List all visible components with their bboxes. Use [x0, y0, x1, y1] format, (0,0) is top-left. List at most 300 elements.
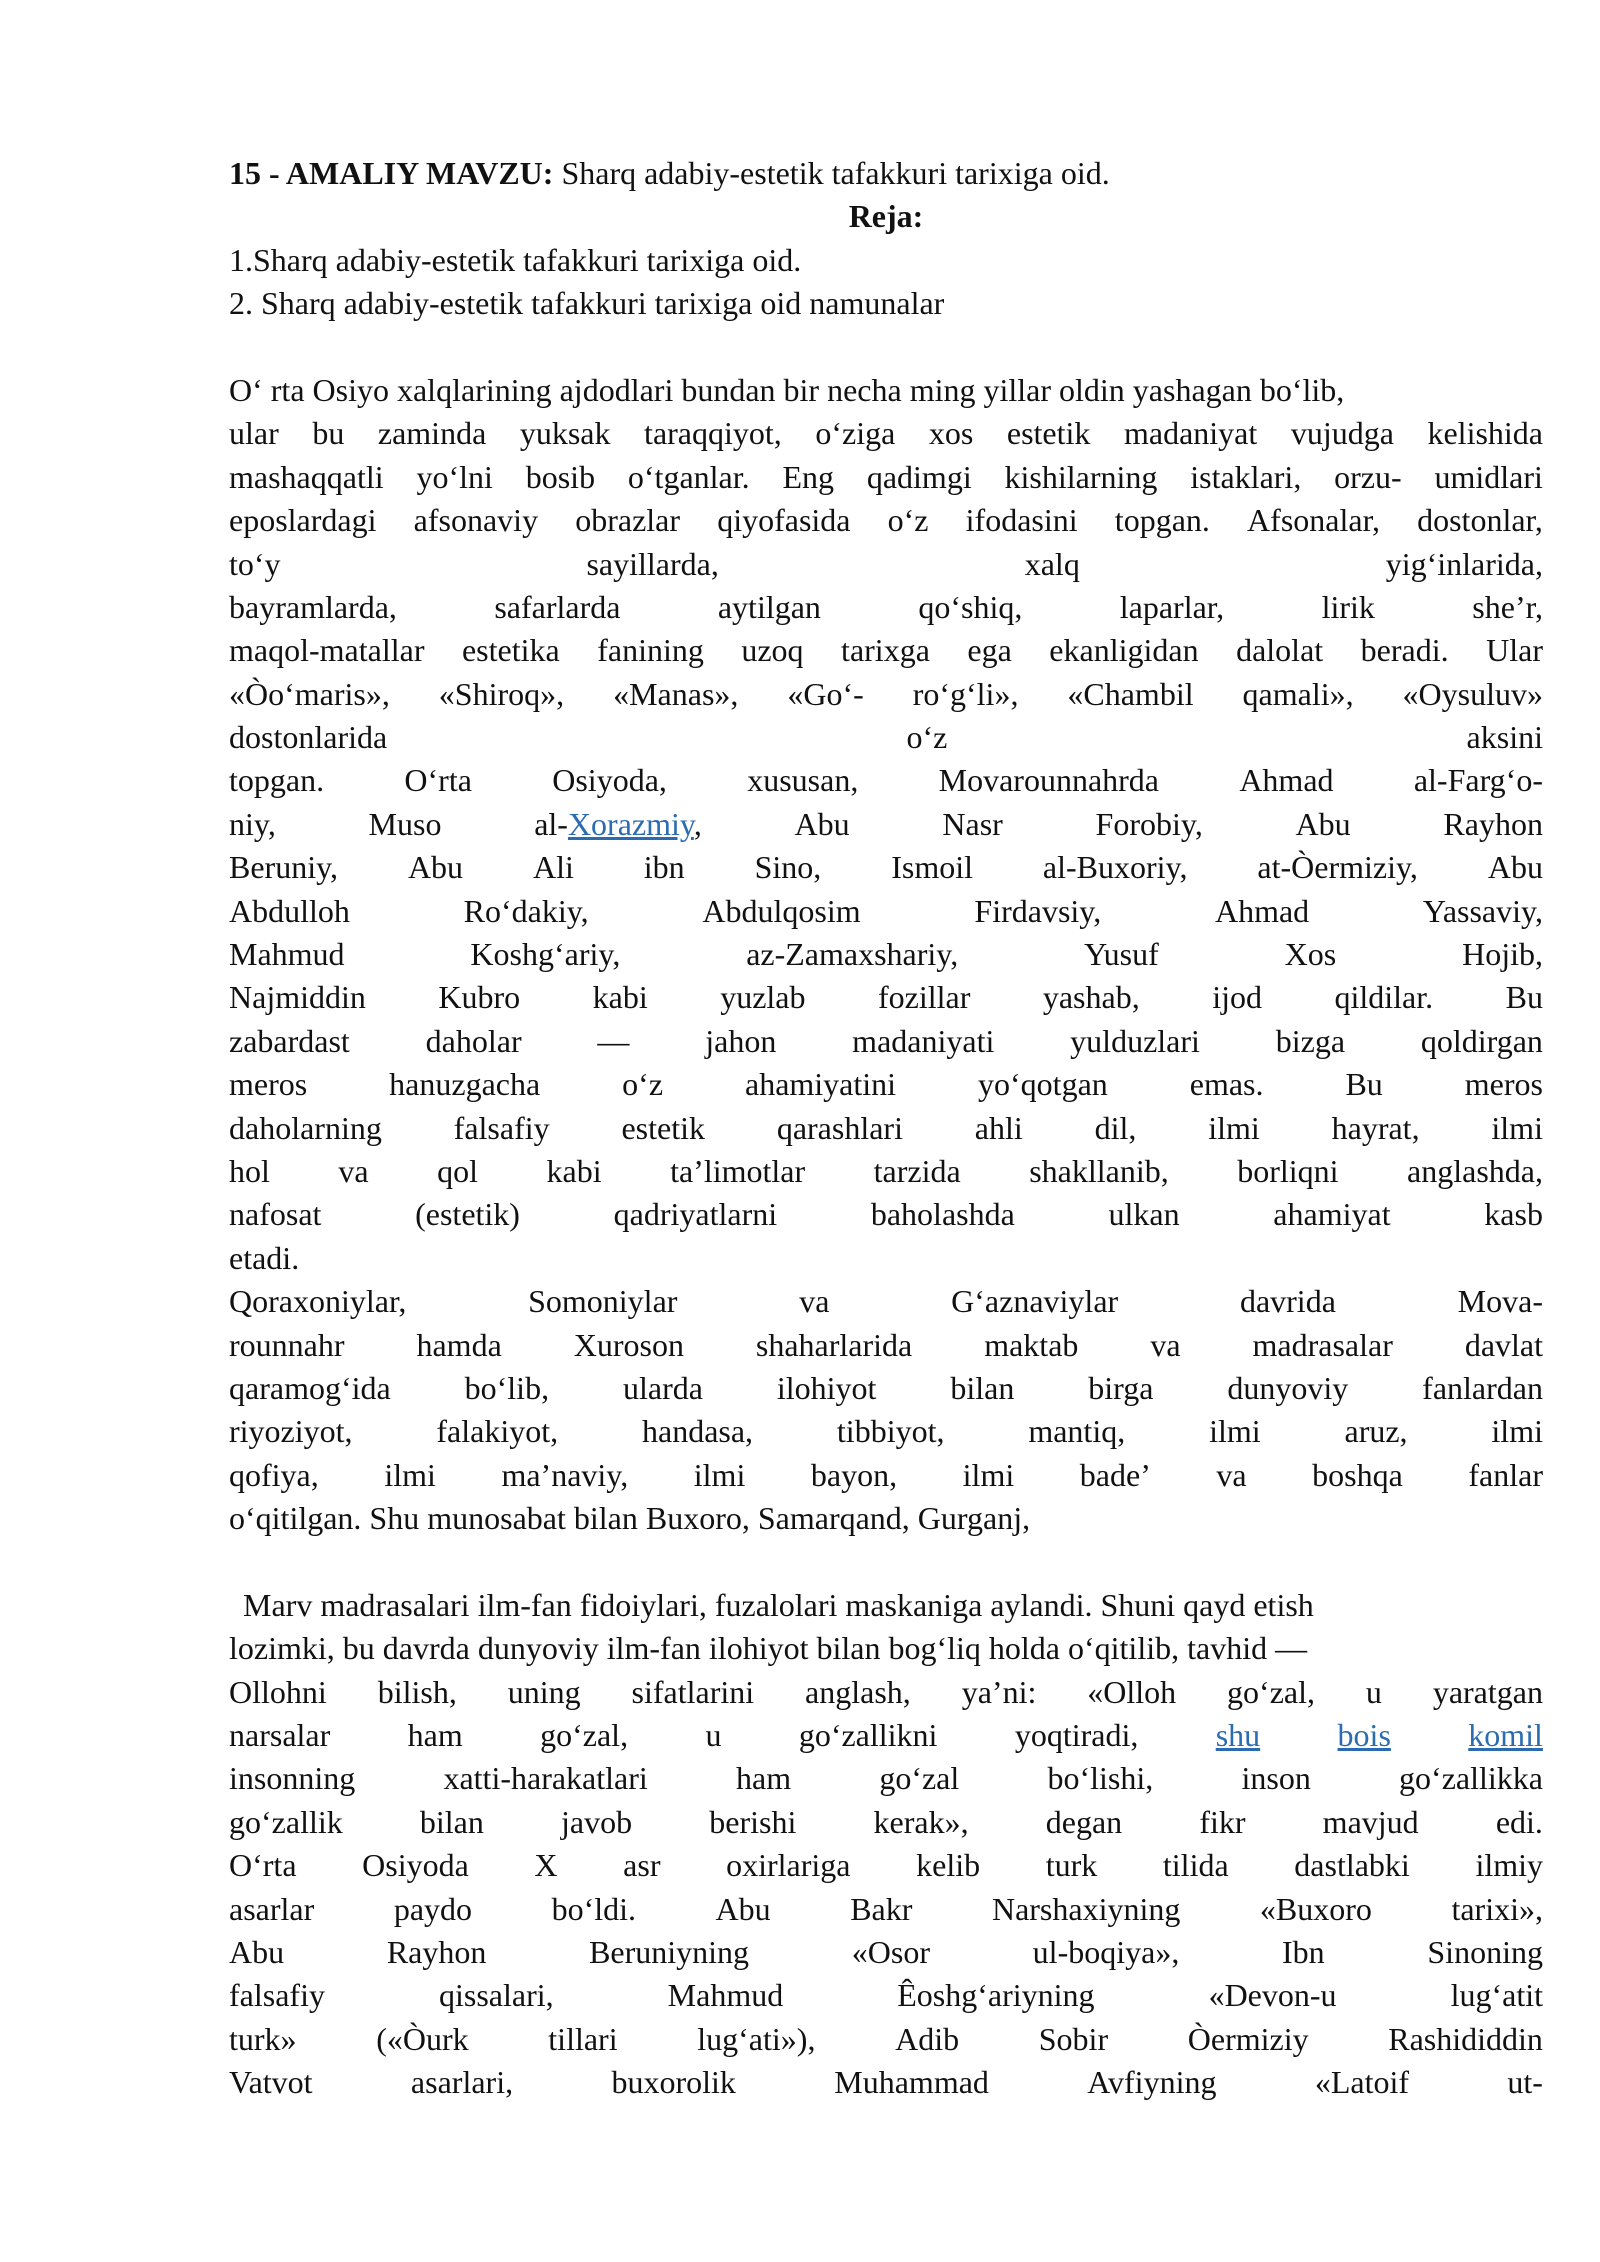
word: ahamiyatini	[744, 1066, 897, 1103]
text-line	[229, 629, 1543, 672]
word: aruz,	[1344, 1413, 1408, 1450]
word: topgan.	[229, 762, 325, 799]
word: tarixga	[841, 632, 930, 669]
word: qo‘shiq,	[918, 588, 1023, 625]
word: madrasalar	[1252, 1326, 1393, 1363]
word: qarashlari	[776, 1109, 903, 1146]
word: eposlardagi	[229, 502, 377, 539]
word: Bu	[1345, 1066, 1383, 1103]
word: Muhammad	[834, 2064, 989, 2101]
word: xususan,	[747, 762, 859, 799]
word: bo‘lib,	[464, 1369, 550, 1406]
word: narsalar	[229, 1717, 331, 1754]
word: Êoshg‘ariyning	[897, 1977, 1095, 2014]
text-line	[229, 1410, 1543, 1453]
word: Kubro	[438, 979, 521, 1016]
word: mantiq,	[1028, 1413, 1126, 1450]
word: dostonlar,	[1417, 502, 1543, 539]
word: emas.	[1189, 1066, 1264, 1103]
word: ta’limotlar	[670, 1152, 806, 1189]
word: bilish,	[377, 1673, 457, 1710]
text-line	[229, 1801, 1543, 1844]
text-line	[229, 369, 1543, 412]
word: «Òo‘maris»,	[229, 675, 390, 712]
word: yulduzlari	[1070, 1022, 1200, 1059]
word: Muso	[368, 805, 442, 842]
word: bayramlarda,	[229, 588, 397, 625]
word: Xos	[1284, 936, 1337, 973]
word: lug‘ati»),	[697, 2020, 816, 2057]
word: bosib	[525, 458, 596, 495]
word: aksini	[1466, 719, 1543, 756]
word: qamali»,	[1242, 675, 1354, 712]
word: o‘qitilgan. Shu munosabat bilan Buxoro, Samarqand, Gurganj,	[229, 1500, 1031, 1537]
word: Najmiddin	[229, 979, 366, 1016]
word: al-Buxoriy,	[1042, 849, 1188, 886]
word: va	[1150, 1326, 1181, 1363]
word: Mahmud	[229, 936, 345, 973]
word: falsafiy	[229, 1977, 325, 2014]
word: etadi.	[229, 1239, 300, 1276]
word: tarixi»,	[1451, 1890, 1543, 1927]
text-line	[229, 1757, 1543, 1800]
text-line	[229, 1974, 1543, 2017]
word: nafosat	[229, 1196, 322, 1233]
word: kabi	[592, 979, 648, 1016]
word: xos	[928, 415, 974, 452]
word: orzu-	[1334, 458, 1402, 495]
word: ilmi	[1209, 1413, 1261, 1450]
word: ilmiy	[1475, 1847, 1543, 1884]
word: kelishida	[1427, 415, 1543, 452]
text-line	[229, 1584, 1543, 1627]
word: shaharlarida	[755, 1326, 913, 1363]
word: zabardast	[229, 1022, 350, 1059]
word: yig‘inlarida,	[1385, 545, 1543, 582]
text-line	[229, 890, 1543, 933]
word: Eng	[782, 458, 834, 495]
word: Bakr	[850, 1890, 913, 1927]
word: ma’naviy,	[501, 1456, 629, 1493]
word: go‘zallik	[229, 1803, 343, 1840]
word: Abdulloh	[229, 892, 350, 929]
word: Abu	[1295, 805, 1351, 842]
word: Qoraxoniylar,	[229, 1283, 407, 1320]
word: anglash,	[805, 1673, 911, 1710]
word: davlat	[1464, 1326, 1543, 1363]
word: fozillar	[877, 979, 971, 1016]
word: o‘z	[906, 719, 948, 756]
word: ega	[967, 632, 1012, 669]
text-line	[229, 1844, 1543, 1887]
word: O‘rta	[229, 1847, 297, 1884]
word: Firdavsiy,	[974, 892, 1102, 929]
word: borliqni	[1237, 1152, 1339, 1189]
word: Abu	[794, 805, 850, 842]
word: qissalari,	[438, 1977, 554, 2014]
word: Sino,	[754, 849, 822, 886]
word: anglashda,	[1407, 1152, 1543, 1189]
text-line	[229, 1627, 1543, 1670]
word: Forobiy,	[1095, 805, 1203, 842]
word: O‘ rta Osiyo xalqlarining ajdodlari bundan bir necha ming yillar oldin yashagan bo‘lib,	[229, 371, 1345, 408]
word: buxorolik	[611, 2064, 736, 2101]
word: dostonlarida	[229, 719, 388, 756]
text-line	[229, 933, 1543, 976]
word: birga	[1088, 1369, 1154, 1406]
text-line-with-link	[229, 803, 1543, 846]
word: meros	[1464, 1066, 1543, 1103]
text-line	[229, 1150, 1543, 1193]
paragraph-1	[229, 369, 1543, 1280]
word: maktab	[984, 1326, 1079, 1363]
word: u	[1365, 1673, 1382, 1710]
word: dil,	[1094, 1109, 1137, 1146]
word: ularda	[622, 1369, 703, 1406]
word: edi.	[1495, 1803, 1543, 1840]
word: inson	[1241, 1760, 1311, 1797]
text-line	[229, 716, 1543, 759]
word: falakiyot,	[436, 1413, 559, 1450]
word: va	[338, 1152, 369, 1189]
word: bo‘lishi,	[1047, 1760, 1154, 1797]
word: kabi	[546, 1152, 602, 1189]
word: —	[597, 1022, 630, 1059]
link-komil[interactable]: komil	[1468, 1717, 1543, 1754]
word: «Chambil	[1067, 675, 1194, 712]
word: ilmi	[1208, 1109, 1260, 1146]
word: ul-boqiya»,	[1032, 1934, 1180, 1971]
word: lirik	[1321, 588, 1375, 625]
word: falsafiy	[453, 1109, 550, 1146]
word: Adib	[895, 2020, 960, 2057]
text-line	[229, 1931, 1543, 1974]
word: qadriyatlarni	[613, 1196, 778, 1233]
word: Somoniylar	[528, 1283, 678, 1320]
word: bilan	[950, 1369, 1015, 1406]
word: taraqqiyot,	[644, 415, 782, 452]
document-page	[229, 152, 1543, 2105]
word: daholar	[425, 1022, 522, 1059]
word: Ro‘dakiy,	[463, 892, 589, 929]
text-line	[229, 1454, 1543, 1497]
word: daholarning	[229, 1109, 382, 1146]
word: afsonaviy	[413, 502, 539, 539]
word: yaratgan	[1432, 1673, 1543, 1710]
word: Marv madrasalari ilm-fan fidoiylari, fuzalolari maskaniga aylandi. Shuni qayd etish	[243, 1586, 1314, 1623]
word: bu	[312, 415, 345, 452]
text-line	[229, 1063, 1543, 1106]
word: yo‘qotgan	[978, 1066, 1108, 1103]
word: ibn	[643, 849, 685, 886]
word: az-Zamaxshariy,	[746, 936, 959, 973]
word: xatti-harakatlari	[443, 1760, 648, 1797]
word: fanlardan	[1422, 1369, 1543, 1406]
text-line	[229, 543, 1543, 586]
word: qiyofasida	[717, 502, 851, 539]
text-line	[229, 976, 1543, 1019]
link-xorazmiy[interactable]: Xorazmiy	[567, 805, 694, 842]
word: istaklari,	[1190, 458, 1302, 495]
text-line	[229, 1107, 1543, 1150]
plan-item-2: 2. Sharq adabiy-estetik tafakkuri tarixiga oid namunalar	[229, 285, 945, 322]
word: go‘zal,	[1227, 1673, 1315, 1710]
word: sayillarda,	[586, 545, 719, 582]
word: beradi.	[1360, 632, 1449, 669]
word: handasa,	[641, 1413, 754, 1450]
word: turk»	[229, 2020, 297, 2057]
word: Ismoil	[891, 849, 973, 886]
link-shu[interactable]: shu	[1215, 1717, 1261, 1754]
word: Abu	[229, 1934, 285, 1971]
word: («Òurk	[376, 2020, 469, 2057]
word: ilohiyot	[776, 1369, 877, 1406]
text-line	[229, 846, 1543, 889]
text-line	[229, 1193, 1543, 1236]
word: kerak»,	[873, 1803, 969, 1840]
word-with-link: al-Xorazmiy,	[534, 805, 702, 842]
word: lozimki, bu davrda dunyoviy ilm-fan ilohiyot bilan bog‘liq holda o‘qitilib, tavhid —	[229, 1630, 1308, 1667]
word: insonning	[229, 1760, 356, 1797]
word: o‘z	[622, 1066, 664, 1103]
word: Rashididdin	[1388, 2020, 1543, 2057]
word: aytilgan	[717, 588, 821, 625]
word: madaniyat	[1123, 415, 1258, 452]
word: Abu	[407, 849, 464, 886]
word: Nasr	[942, 805, 1003, 842]
word: Ahmad	[1239, 762, 1334, 799]
word: boshqa	[1312, 1456, 1403, 1493]
word: bo‘ldi.	[551, 1890, 636, 1927]
word: ahli	[974, 1109, 1023, 1146]
word: Rayhon	[386, 1934, 487, 1971]
word: mashaqqatli	[229, 458, 384, 495]
plan-heading: Reja:	[848, 198, 924, 235]
word: ilmi	[693, 1456, 746, 1493]
word: «Latoif	[1314, 2064, 1410, 2101]
word: Yusuf	[1084, 936, 1159, 973]
word: Sobir	[1038, 2020, 1109, 2057]
word: hayrat,	[1331, 1109, 1420, 1146]
word: ular	[229, 415, 279, 452]
word: «Go‘-	[787, 675, 864, 712]
word: ham	[736, 1760, 792, 1797]
link-bois[interactable]: bois	[1337, 1717, 1391, 1754]
word: qol	[437, 1152, 478, 1189]
word: Bu	[1505, 979, 1543, 1016]
word: fikr	[1199, 1803, 1246, 1840]
plan-item-1: 1.Sharq adabiy-estetik tafakkuri tarixiga oid.	[229, 241, 802, 278]
word: at-Òermiziy,	[1257, 849, 1418, 886]
word: ulkan	[1108, 1196, 1180, 1233]
word: Vatvot	[229, 2064, 313, 2101]
word: O‘rta	[404, 762, 472, 799]
word: vujudga	[1290, 415, 1394, 452]
word: ifodasini	[965, 502, 1078, 539]
word: Abu	[1487, 849, 1543, 886]
title-label: 15 - AMALIY MAVZU:	[229, 155, 554, 191]
word: X	[534, 1847, 558, 1884]
word: ya’ni:	[961, 1673, 1037, 1710]
word: va	[1216, 1456, 1247, 1493]
word: go‘zallikni	[798, 1717, 938, 1754]
word: oxirlariga	[726, 1847, 851, 1884]
spacer	[229, 326, 1543, 369]
word: (estetik)	[415, 1196, 520, 1233]
word: Koshg‘ariy,	[470, 936, 621, 973]
word: Rayhon	[1443, 805, 1543, 842]
word: «Osor	[851, 1934, 930, 1971]
word: Mova-	[1457, 1283, 1543, 1320]
word: fanlar	[1468, 1456, 1543, 1493]
word: bade’	[1079, 1456, 1151, 1493]
text-line	[229, 759, 1543, 802]
word: she’r,	[1472, 588, 1543, 625]
word: bizga	[1275, 1022, 1346, 1059]
word: o‘z	[887, 502, 929, 539]
word: ekanligidan	[1049, 632, 1199, 669]
word: fanining	[597, 632, 704, 669]
word: degan	[1045, 1803, 1123, 1840]
word: laparlar,	[1119, 588, 1225, 625]
word: Ollohni	[229, 1673, 327, 1710]
word: o‘tganlar.	[627, 458, 750, 495]
word: Ahmad	[1214, 892, 1310, 929]
word: maqol-matallar	[229, 632, 425, 669]
paragraph-3	[229, 1584, 1543, 2105]
word: tibbiyot,	[836, 1413, 945, 1450]
page-title	[229, 152, 1543, 195]
word: rounnahr	[229, 1326, 345, 1363]
word: Osiyoda,	[552, 762, 667, 799]
word: qaramog‘ida	[229, 1369, 391, 1406]
word: jahon	[705, 1022, 777, 1059]
word: baholashda	[870, 1196, 1015, 1233]
word: o‘ziga	[815, 415, 896, 452]
word: paydo	[393, 1890, 473, 1927]
word: Abdulqosim	[702, 892, 861, 929]
text-line	[229, 2061, 1543, 2104]
text-line	[229, 1367, 1543, 1410]
word: «Buxoro	[1259, 1890, 1372, 1927]
word: uning	[507, 1673, 581, 1710]
word: bayon,	[810, 1456, 898, 1493]
word: bilan	[419, 1803, 484, 1840]
word: ijod	[1212, 979, 1262, 1016]
word: niy,	[229, 805, 276, 842]
word: topgan.	[1114, 502, 1210, 539]
text-line	[229, 456, 1543, 499]
word: safarlarda	[494, 588, 621, 625]
word: Osiyoda	[362, 1847, 469, 1884]
text-line	[229, 2018, 1543, 2061]
word: ilmi	[384, 1456, 436, 1493]
word: G‘aznaviylar	[951, 1283, 1119, 1320]
word: Hojib,	[1462, 936, 1543, 973]
word: davrida	[1239, 1283, 1336, 1320]
word: asr	[623, 1847, 661, 1884]
word: Abu	[715, 1890, 771, 1927]
word: go‘zal,	[540, 1717, 629, 1754]
text-line	[229, 1888, 1543, 1931]
word: riyoziyot,	[229, 1413, 353, 1450]
word: yo‘lni	[416, 458, 493, 495]
paragraph-2	[229, 1280, 1543, 1540]
word: turk	[1045, 1847, 1098, 1884]
word: Sinoning	[1427, 1934, 1543, 1971]
word: va	[799, 1283, 830, 1320]
word: Ali	[532, 849, 574, 886]
word: «Olloh	[1087, 1673, 1177, 1710]
word: qoldirgan	[1420, 1022, 1543, 1059]
word: estetika	[461, 632, 560, 669]
word: Ibn	[1282, 1934, 1325, 1971]
word: kasb	[1484, 1196, 1543, 1233]
text-line	[229, 1671, 1543, 1714]
word: zaminda	[377, 415, 487, 452]
word: javob	[561, 1803, 633, 1840]
word: ut-	[1507, 2064, 1543, 2101]
word: estetik	[621, 1109, 705, 1146]
word: berishi	[709, 1803, 797, 1840]
text-line	[229, 1020, 1543, 1063]
text-line	[229, 499, 1543, 542]
word: «Manas»,	[613, 675, 739, 712]
title-text: Sharq adabiy-estetik tafakkuri tarixiga oid.	[561, 155, 1110, 191]
word: go‘zallikka	[1399, 1760, 1543, 1797]
text-line	[229, 1280, 1543, 1323]
word: mavjud	[1322, 1803, 1419, 1840]
word: tillari	[548, 2020, 618, 2057]
text-line	[229, 673, 1543, 716]
word: estetik	[1006, 415, 1091, 452]
word: ilmi	[962, 1456, 1015, 1493]
word: Xuroson	[573, 1326, 684, 1363]
word: Ular	[1486, 632, 1543, 669]
word: Mahmud	[667, 1977, 784, 2014]
word: uzoq	[741, 632, 804, 669]
word: «Oysuluv»	[1402, 675, 1543, 712]
word: Yassaviy,	[1422, 892, 1543, 929]
word: dunyoviy	[1227, 1369, 1349, 1406]
word: al-Farg‘o-	[1413, 762, 1543, 799]
word: tarzida	[873, 1152, 961, 1189]
word: qildilar.	[1334, 979, 1434, 1016]
word: yoqtiradi,	[1014, 1717, 1139, 1754]
word: umidlari	[1434, 458, 1543, 495]
word: hol	[229, 1152, 270, 1189]
word: lug‘atit	[1450, 1977, 1543, 2014]
word: ro‘g‘li»,	[912, 675, 1019, 712]
word: Afsonalar,	[1247, 502, 1380, 539]
word: obrazlar	[575, 502, 681, 539]
text-line	[229, 1237, 1543, 1280]
word: asarlari,	[410, 2064, 514, 2101]
text-line	[229, 1324, 1543, 1367]
word: hanuzgacha	[389, 1066, 541, 1103]
word: kelib	[916, 1847, 981, 1884]
word: sifatlarini	[631, 1673, 755, 1710]
word: ahamiyat	[1273, 1196, 1391, 1233]
word: Movarounnahrda	[938, 762, 1159, 799]
word: madaniyati	[852, 1022, 995, 1059]
text-line	[229, 586, 1543, 629]
word: Beruniyning	[589, 1934, 750, 1971]
word: ilmi	[1491, 1109, 1543, 1146]
word: dastlabki	[1294, 1847, 1410, 1884]
word: Avfiyning	[1087, 2064, 1217, 2101]
word: Òermiziy	[1187, 2020, 1309, 2057]
